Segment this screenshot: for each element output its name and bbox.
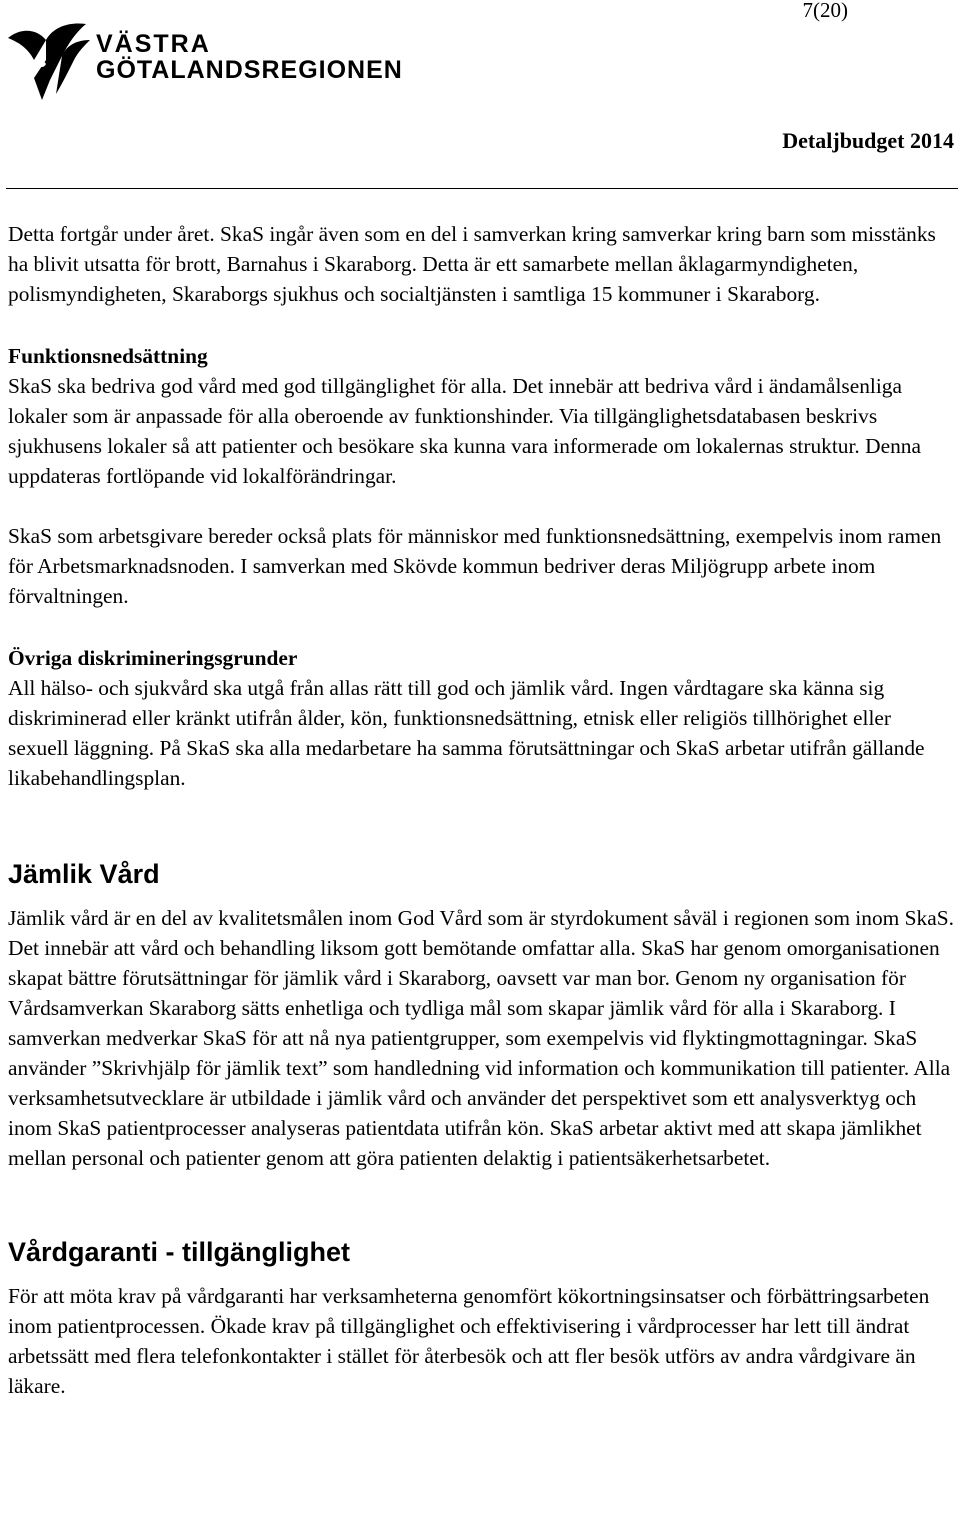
header-divider xyxy=(6,188,958,189)
heading-funktionsnedsattning: Funktionsnedsättning xyxy=(8,344,208,368)
logo-text-line2: GÖTALANDSREGIONEN xyxy=(96,56,403,84)
heading-ovriga-diskrimineringsgrunder: Övriga diskrimineringsgrunder xyxy=(8,646,298,670)
jamlik-vard-paragraph: Jämlik vård är en del av kvalitetsmålen inom God Vård som är styrdokument såväl i regionen som inom SkaS. Det innebär att vård och behandling liksom gott bemötande omfattar alla. SkaS har genom omorganisationen skapat bättre förutsättningar för jämlik vård i Skaraborg, oavsett var man bor. Genom ny organisation för Vårdsamverkan Skaraborg sätts enhetliga och tydliga mål som skapar jämlik vård för alla i Skaraborg. I samverkan medverkar SkaS för att nå nya patientgrupper, som exempelvis vid flyktingmottagningar. SkaS använder ”Skrivhjälp för jämlik text” som handledning vid information och kommunikation till patienter. Alla verksamhetsutvecklare är utbildade i jämlik vård och använder det perspektivet som ett analysverktyg och inom SkaS patientprocesser analyseras patientdata utifrån kön. SkaS arbetar aktivt med att skapa jämlikhet mellan personal och patienter genom att göra patienten delaktig i patientsäkerhetsarbetet. xyxy=(8,906,954,1170)
funktionsnedsattning-paragraph-1: SkaS ska bedriva god vård med god tillgänglighet för alla. Det innebär att bedriva vård i ändamålsenliga lokaler som är anpassade för alla oberoende av funktionshinder. Via tillgänglighetsdatabasen beskrivs sjukhusens lokaler så att patienter och besökare ska kunna vara informerade om lokalernas struktur. Denna uppdateras fortlöpande vid lokalförändringar. xyxy=(8,374,921,488)
intro-paragraph: Detta fortgår under året. SkaS ingår även som en del i samverkan kring samverkar kring barn som misstänks ha blivit utsatta för brott, Barnahus i Skaraborg. Detta är ett samarbete mellan åklagarmyndigheten, polismyndigheten, Skaraborgs sjukhus och socialtjänsten i samtliga 15 kommuner i Skaraborg. xyxy=(8,222,936,306)
vgr-logo-mark-icon xyxy=(6,20,96,102)
ovriga-paragraph: All hälso- och sjukvård ska utgå från allas rätt till god och jämlik vård. Ingen vårdtagare ska känna sig diskriminerad eller kränkt utifrån ålder, kön, funktionsnedsättning, etnisk eller religiös tillhörighet eller sexuell läggning. På SkaS ska alla medarbetare ha samma förutsättningar och SkaS arbetar utifrån gällande likabehandlingsplan. xyxy=(8,676,925,790)
funktionsnedsattning-paragraph-2: SkaS som arbetsgivare bereder också plats för människor med funktionsnedsättning, exempelvis inom ramen för Arbetsmarknadsnoden. I samverkan med Skövde kommun bedriver deras Miljögrupp arbete inom förvaltningen. xyxy=(8,524,942,608)
page-number: 7(20) xyxy=(802,0,848,22)
document-body xyxy=(8,219,954,1401)
vardgaranti-paragraph: För att möta krav på vårdgaranti har verksamheterna genomfört kökortningsinsatser och förbättringsarbeten inom patientprocessen. Ökade krav på tillgänglighet och effektivisering i vårdprocesser har lett till ändrat arbetssätt med flera telefonkontakter i stället för återbesök och att fler besök utförs av andra vårdgivare än läkare. xyxy=(8,1284,930,1398)
document-title: Detaljbudget 2014 xyxy=(782,128,954,153)
heading-jamlik-vard: Jämlik Vård xyxy=(8,859,160,889)
vgr-logo xyxy=(6,20,406,102)
logo-text-line1: VÄSTRA xyxy=(96,30,211,58)
heading-vardgaranti: Vårdgaranti - tillgänglighet xyxy=(8,1237,351,1267)
